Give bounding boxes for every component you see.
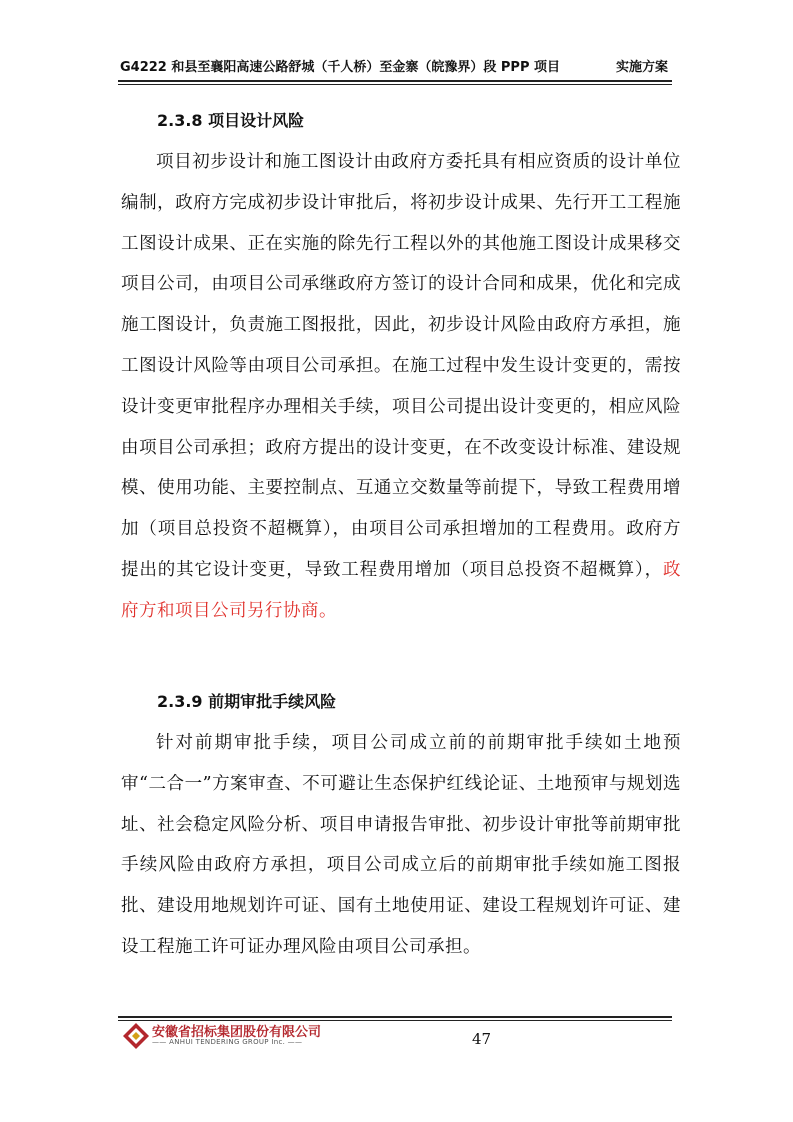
page-number: 47 [472,1030,492,1048]
section-heading-approval-risk: 2.3.9 前期审批手续风险 [157,692,337,711]
highlighted-text: 政府方和项目公司另行协商。 [121,559,681,621]
header-rule-thin [118,84,672,85]
header-doc-type: 实施方案 [615,60,668,75]
page-header [118,56,672,78]
paragraph-design-risk [121,142,681,632]
paragraph-design-risk-text: 项目初步设计和施工图设计由政府方委托具有相应资质的设计单位编制，政府方完成初步设计审批后，将初步设计成果、先行开工工程施工图设计成果、正在实施的除先行工程以外的其他施工图设计成果移交项目公司，由项目公司承继政府方签订的设计合同和成果，优化和完成施工图设计，负责施工图报批，因此，初步设计风险由政府方承担，施工图设计风险等由项目公司承担。在施工过程中发生设计变更的，需按设计变更审批程序办理相关手续，项目公司提出设计变更的，相应风险由项目公司承担；政府方提出的设计变更，在不改变设计标准、建设规模、使用功能、主要控制点、互通立交数量等前提下，导致工程费用增加（项目总投资不超概算），由项目公司承担增加的工程费用。政府方提出的其它设计变更，导致工程费用增加（项目总投资不超概算）， [121,152,681,580]
footer-rule [118,1016,672,1018]
company-logo-icon [122,1022,150,1050]
company-name-en: —— ANHUI TENDERING GROUP Inc. —— [152,1038,303,1046]
company-name-cn: 安徽省招标集团股份有限公司 [152,1025,322,1040]
header-rule [118,80,672,82]
header-title: G4222 和县至襄阳高速公路舒城（千人桥）至金寨（皖豫界）段 PPP 项目 [120,60,561,75]
paragraph-approval-risk: 针对前期审批手续，项目公司成立前的前期审批手续如土地预审“二合一”方案审查、不可避让生态保护红线论证、土地预审与规划选址、社会稳定风险分析、项目申请报告审批、初步设计审批等前期审批手续风险由政府方承担，项目公司成立后的前期审批手续如施工图报批、建设用地规划许可证、国有土地使用证、建设工程规划许可证、建设工程施工许可证办理风险由项目公司承担。 [121,733,681,957]
section-heading-design-risk: 2.3.8 项目设计风险 [157,111,305,130]
